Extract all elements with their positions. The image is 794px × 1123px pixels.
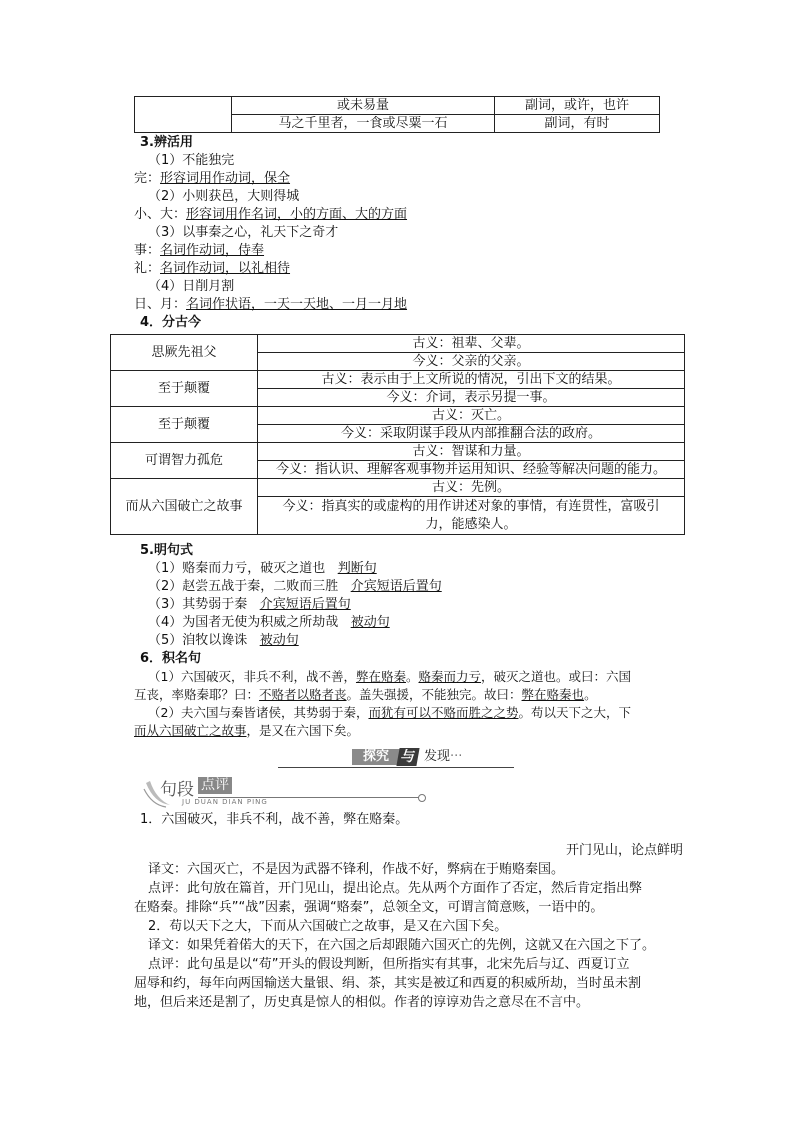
table-cell: 副词，或许，也许 [495, 97, 660, 115]
list-item: （3）其势弱于秦 介宾短语后置句 [148, 597, 351, 612]
list-item: （2）赵尝五战于秦，二败而三胜 介宾短语后置句 [148, 579, 442, 594]
paragraph-line: （2）夫六国与秦皆诸侯，其势弱于秦，而犹有可以不赂而胜之之势。苟以天下之大，下 [148, 705, 631, 720]
paragraph-line: 互丧，率赂秦耶？曰：不赂者以赂者丧。盖失强援，不能独完。故曰：弊在赂秦也。 [134, 687, 597, 702]
list-item: 礼：名词作动词，以礼相待 [134, 261, 291, 276]
list-item: （4）为国者无使为积威之所劫哉 被动句 [148, 615, 390, 630]
table-cell: 古义：智谋和力量。 [258, 443, 685, 461]
list-item: 完：形容词用作动词，保全 [134, 171, 291, 186]
table-row [111, 407, 685, 425]
juduan-pinyin: JU DUAN DIAN PING [182, 798, 268, 806]
table-cell: 马之千里者，一食或尽粟一石 [232, 115, 495, 133]
juduan-dot-icon [418, 794, 426, 802]
table-cell: 思厥先祖父 [111, 335, 258, 371]
table-cell [258, 497, 685, 535]
list-item: （3）以事秦之心，礼天下之奇才 [148, 225, 339, 240]
table-cell: 副词，有时 [495, 115, 660, 133]
review-line: 译文：六国灭亡，不是因为武器不锋利，作战不好，弊病在于贿赂秦国。 [148, 862, 565, 877]
juduan-title: 句段 [160, 780, 194, 800]
banner-left: 探究 [352, 749, 400, 765]
banner-right: 发现··· [424, 749, 463, 764]
section-heading: 4．分古今 [140, 315, 202, 330]
table-row [111, 479, 685, 497]
table-row [135, 97, 660, 115]
table-cell: 古义：表示由于上文所说的情况，引出下文的结果。 [258, 371, 685, 389]
table-empty-cell [135, 97, 232, 133]
review-sentence: 2．苟以天下之大，下而从六国破亡之故事，是又在六国下矣。 [148, 919, 508, 934]
list-item: （1）赂秦而力亏，破灭之道也 判断句 [148, 561, 377, 576]
top-table [134, 96, 660, 133]
list-item: （1）不能独完 [148, 153, 235, 168]
section-heading: 3.辨活用 [140, 135, 193, 150]
table-cell: 至于颠覆 [111, 407, 258, 443]
table-cell: 今义：采取阴谋手段从内部推翻合法的政府。 [258, 425, 685, 443]
review-line: 译文：如果凭着偌大的天下，在六国之后却跟随六国灭亡的先例，这就又在六国之下了。 [148, 938, 656, 953]
review-line: 点评：此句放在篇首，开门见山，提出论点。先从两个方面作了否定，然后肯定指出弊 [148, 881, 643, 896]
gujin-table [110, 334, 685, 535]
cell-line: 力，能感染人。 [425, 516, 517, 532]
table-cell: 古义：灭亡。 [258, 407, 685, 425]
juduan-label [140, 775, 430, 809]
table-cell: 古义：先例。 [258, 479, 685, 497]
cell-line: 今义：指真实的或虚构的用作讲述对象的事情，有连贯性，富吸引 [282, 498, 660, 514]
review-line: 屈辱和约，每年向两国输送大量银、绢、茶，其实是被辽和西夏的积威所劫，当时虽未割 [134, 976, 642, 991]
section-banner [278, 748, 514, 768]
table-row [111, 443, 685, 461]
table-cell: 古义：祖辈、父辈。 [258, 335, 685, 353]
review-line: 点评：此句虽是以“苟”开头的假设判断，但所指实有其事，北宋先后与辽、西夏订立 [148, 957, 630, 972]
paragraph-line: （1）六国破灭，非兵不利，战不善，弊在赂秦。赂秦而力亏，破灭之道也。或曰：六国 [148, 669, 632, 684]
table-cell: 今义：指认识、理解客观事物并运用知识、经验等解决问题的能力。 [258, 461, 685, 479]
juduan-tag: 点评 [198, 777, 232, 794]
section-heading: 6．积名句 [140, 651, 202, 666]
table-cell: 至于颠覆 [111, 371, 258, 407]
list-item: （2）小则获邑，大则得城 [148, 189, 300, 204]
review-note: 开门见山，论点鲜明 [566, 843, 684, 858]
list-item: 日、月：名词作状语，一天一天地、一月一月地 [134, 297, 408, 312]
table-cell: 可谓智力孤危 [111, 443, 258, 479]
list-item: 小、大：形容词用作名词，小的方面、大的方面 [134, 207, 408, 222]
paragraph-line: 而从六国破亡之故事，是又在六国下矣。 [134, 723, 360, 738]
table-cell: 或未易量 [232, 97, 495, 115]
review-line: 在赂秦。排除“兵”“战”因素，强调“赂秦”，总领全文，可谓言简意赅，一语中的。 [134, 900, 604, 915]
banner-mid: 与 [396, 748, 419, 766]
review-sentence: 1．六国破灭，非兵不利，战不善，弊在赂秦。 [140, 812, 409, 827]
list-item: （5）洎牧以谗诛 被动句 [148, 633, 299, 648]
section-heading: 5.明句式 [140, 543, 193, 558]
list-item: 事：名词作动词，侍奉 [134, 243, 265, 258]
review-line: 地，但后来还是割了，历史真是惊人的相似。作者的谆谆劝告之意尽在不言中。 [134, 995, 590, 1010]
table-row [111, 335, 685, 353]
table-cell: 今义：父亲的父亲。 [258, 353, 685, 371]
banner-rule [278, 767, 514, 768]
list-item: （4）日削月割 [148, 279, 235, 294]
table-cell: 今义：介词，表示另提一事。 [258, 389, 685, 407]
table-cell: 而从六国破亡之故事 [111, 479, 258, 535]
table-row [111, 371, 685, 389]
